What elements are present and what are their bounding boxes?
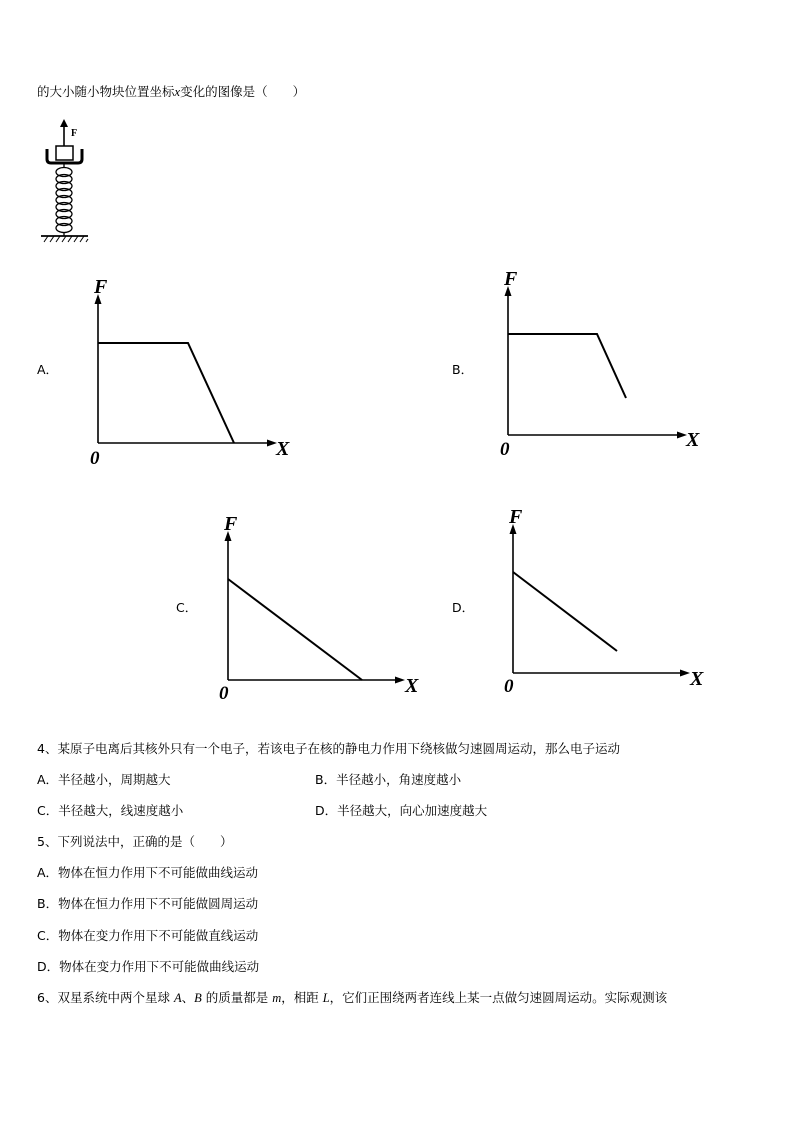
q3-stem-variable: x	[174, 85, 181, 99]
f-label: F	[94, 276, 108, 298]
q6-sep: 、	[181, 990, 195, 1005]
q5-option-d: D．物体在变力作用下不可能做曲线运动	[37, 959, 260, 974]
q4-option-d: D．半径越大，向心加速度越大	[315, 803, 488, 818]
q3-stem-prefix: 的大小随小物块位置坐标	[37, 84, 175, 99]
force-curve	[513, 572, 617, 651]
option-d-label: D．	[452, 600, 475, 615]
q6-stem	[37, 988, 667, 1006]
q6-star-a: A	[173, 991, 182, 1005]
x-label: X	[686, 429, 700, 451]
x-label: X	[690, 668, 704, 690]
graph-c	[210, 507, 440, 707]
q5-option-c: C．物体在变力作用下不可能做直线运动	[37, 928, 259, 943]
x-arrowhead	[680, 670, 690, 677]
q6-distance: L	[322, 991, 330, 1005]
q5-option-a: A．物体在恒力作用下不可能做曲线运动	[37, 865, 259, 880]
graph-a	[80, 270, 300, 470]
x-label: X	[276, 438, 290, 460]
q3-stem-suffix: 变化的图像是（ ）	[180, 84, 306, 99]
q3-stem	[37, 82, 305, 100]
q4-option-a: A．半径越小，周期越大	[37, 772, 171, 787]
q6-star-b: B	[194, 991, 202, 1005]
q6-mid2: ，相距	[281, 990, 323, 1005]
force-label: F	[71, 128, 78, 139]
force-arrowhead	[60, 119, 68, 127]
option-a-label: A．	[37, 362, 59, 377]
graph-d	[495, 500, 725, 700]
spring-coils	[56, 163, 72, 236]
origin-label: 0	[219, 683, 229, 704]
spring-figure	[38, 118, 94, 246]
block	[56, 146, 73, 160]
q4-option-b: B．半径越小，角速度越小	[315, 772, 462, 787]
option-c-label: C．	[176, 600, 198, 615]
origin-label: 0	[500, 439, 510, 460]
origin-label: 0	[90, 448, 100, 469]
q6-mid1: 的质量都是	[201, 990, 273, 1005]
force-curve	[98, 343, 234, 443]
force-curve	[228, 579, 362, 680]
f-label: F	[509, 506, 523, 528]
q6-prefix: 6、双星系统中两个星球	[37, 990, 174, 1005]
option-b-label: B．	[452, 362, 474, 377]
x-label: X	[405, 675, 419, 697]
x-arrowhead	[395, 677, 405, 684]
q4-option-c: C．半径越大，线速度越小	[37, 803, 184, 818]
graph-b	[490, 262, 720, 462]
q6-mass: m	[272, 991, 282, 1005]
f-label: F	[224, 513, 238, 535]
f-label: F	[504, 268, 518, 290]
q4-stem: 4、某原子电离后其核外只有一个电子，若该电子在核的静电力作用下绕核做匀速圆周运动，那么电子运动	[37, 741, 620, 756]
force-curve	[508, 334, 626, 398]
q6-suffix: ，它们正围绕两者连线上某一点做匀速圆周运动。实际观测该	[329, 990, 668, 1005]
q5-stem: 5、下列说法中，正确的是（ ）	[37, 834, 233, 849]
q5-option-b: B．物体在恒力作用下不可能做圆周运动	[37, 896, 259, 911]
origin-label: 0	[504, 676, 514, 697]
